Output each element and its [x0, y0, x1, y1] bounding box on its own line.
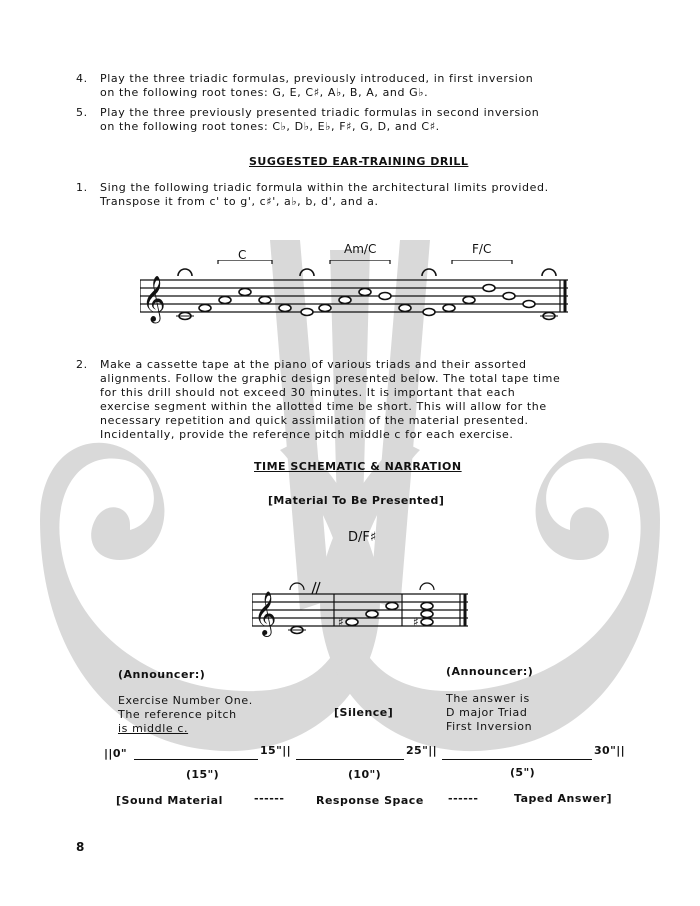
announcer-line: D major Triad	[446, 706, 528, 719]
item-line: Incidentally, provide the reference pitch middle c for each exercise.	[100, 428, 514, 441]
announcer-line: The reference pitch	[118, 708, 237, 721]
announcer-left-label: (Announcer:)	[118, 668, 206, 681]
musical-staff-1	[140, 260, 570, 330]
item-line: Transpose it from c' to g', c♯', a♭, b, d', and a.	[100, 195, 379, 208]
item-number: 5.	[76, 106, 88, 119]
timeline-start: ||0"	[104, 747, 128, 760]
item-text	[100, 181, 638, 209]
chord-label-f-c: F/C	[472, 242, 492, 256]
item-number: 1.	[76, 181, 88, 194]
item-line: Play the three triadic formulas, previously introduced, in first inversion	[100, 72, 534, 85]
announcer-line: The answer is	[446, 692, 530, 705]
announcer-right-label: (Announcer:)	[446, 665, 534, 678]
item-text	[100, 358, 638, 442]
item-line: necessary repetition and quick assimilation of the material presented.	[100, 414, 529, 427]
svg-text:𝄞: 𝄞	[254, 591, 277, 635]
chord-label-am-c: Am/C	[344, 242, 377, 256]
item-number: 2.	[76, 358, 88, 371]
dash-separator-2: ------	[448, 792, 479, 805]
timeline-30: 30"||	[594, 744, 626, 757]
svg-text:♯: ♯	[338, 615, 344, 629]
timeline-segment-1	[134, 759, 258, 760]
announcer-line: Exercise Number One.	[118, 694, 253, 707]
timeline-15: 15"||	[260, 744, 292, 757]
item-line: for this drill should not exceed 30 minutes. It is important that each	[100, 386, 516, 399]
announcer-line: is middle c.	[118, 722, 189, 735]
dash-separator-1: ------	[254, 792, 285, 805]
svg-text:♯: ♯	[413, 615, 419, 629]
item-line: on the following root tones: C♭, D♭, E♭, F♯, G, D, and C♯.	[100, 120, 440, 133]
timeline-25: 25"||	[406, 744, 438, 757]
duration-1: (15")	[186, 768, 220, 781]
item-line: alignments. Follow the graphic design presented below. The total tape time	[100, 372, 561, 385]
item-line: Sing the following triadic formula within the architectural limits provided.	[100, 181, 549, 194]
announcer-right-text	[446, 692, 532, 734]
item-text	[100, 106, 638, 134]
item-line: Make a cassette tape at the piano of various triads and their assorted	[100, 358, 527, 371]
svg-text:𝄞: 𝄞	[142, 276, 166, 322]
sound-material-label: [Sound Material	[116, 794, 223, 807]
timeline-segment-2	[296, 759, 404, 760]
item-text	[100, 72, 638, 100]
page-number: 8	[76, 840, 85, 854]
item-number: 4.	[76, 72, 88, 85]
musical-staff-2	[252, 580, 472, 640]
timeline-segment-3	[442, 759, 592, 760]
silence-label: [Silence]	[334, 706, 394, 719]
duration-3: (5")	[510, 766, 536, 779]
announcer-line: First Inversion	[446, 720, 533, 733]
item-line: on the following root tones: G, E, C♯, A♭, B, A, and G♭.	[100, 86, 429, 99]
response-space-label: Response Space	[316, 794, 424, 807]
duration-2: (10")	[348, 768, 382, 781]
announcer-left-text	[118, 694, 253, 736]
chord-label-c: C	[238, 248, 247, 262]
drill-heading: SUGGESTED EAR-TRAINING DRILL	[249, 155, 469, 168]
chord-example-label: D/F♯	[348, 530, 377, 545]
material-label: [Material To Be Presented]	[268, 494, 445, 507]
item-line: Play the three previously presented triadic formulas in second inversion	[100, 106, 540, 119]
item-line: exercise segment within the allotted time be short. This will allow for the	[100, 400, 547, 413]
schematic-heading: TIME SCHEMATIC & NARRATION	[254, 460, 462, 473]
taped-answer-label: Taped Answer]	[514, 792, 613, 805]
